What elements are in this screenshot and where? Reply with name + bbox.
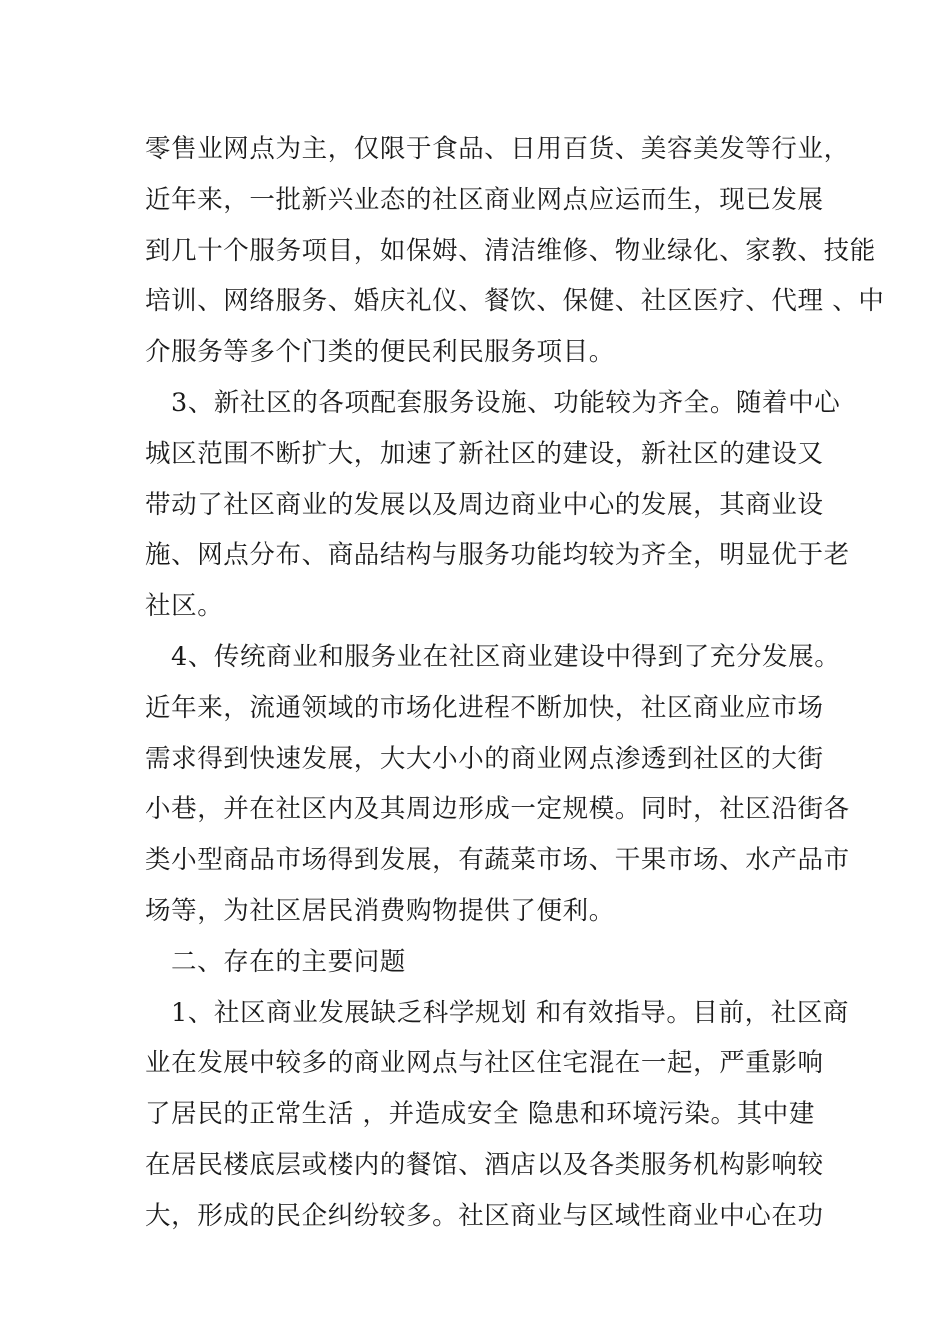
text-line: 在居民楼底层或楼内的餐馆、酒店以及各类服务机构影响较: [145, 1149, 824, 1180]
paragraph-4-first-line: 4、传统商业和服务业在社区商业建设中得到了充分发展。: [171, 641, 841, 672]
text-line: 大，形成的民企纠纷较多。社区商业与区域性商业中心在功: [145, 1200, 824, 1231]
text-line: 到几十个服务项目，如保姆、清洁维修、物业绿化、家教、技能: [145, 235, 876, 266]
text-line: 零售业网点为主，仅限于食品、日用百货、美容美发等行业，: [145, 134, 850, 164]
text-line: 需求得到快速发展，大大小小的商业网点渗透到社区的大街: [145, 743, 824, 774]
section-heading: 二、存在的主要问题: [171, 946, 406, 977]
text-line: 城区范围不断扩大，加速了新社区的建设，新社区的建设又: [145, 438, 824, 469]
paragraph-3-first-line: 3、新社区的各项配套服务设施、功能较为齐全。随着中心: [171, 387, 841, 418]
text-line: 类小型商品市场得到发展，有蔬菜市场、干果市场、水产品市: [145, 845, 850, 876]
text-line: 近年来，流通领域的市场化进程不断加快，社区商业应市场: [145, 692, 824, 723]
text-line: 业在发展中较多的商业网点与社区住宅混在一起，严重影响: [145, 1048, 824, 1079]
text-line: 社区。: [145, 591, 224, 622]
text-line: 场等，为社区居民消费购物提供了便利。: [145, 895, 615, 926]
text-line: 培训、网络服务、婚庆礼仪、餐饮、保健、社区医疗、代理 、中: [145, 286, 885, 317]
text-line: 介服务等多个门类的便民利民服务项目。: [145, 337, 615, 368]
text-line: 小巷，并在社区内及其周边形成一定规模。同时，社区沿街各: [145, 794, 850, 825]
problem-1-first-line: 1、社区商业发展缺乏科学规划 和有效指导。目前，社区商: [171, 997, 850, 1028]
text-line: 施、网点分布、商品结构与服务功能均较为齐全，明显优于老: [145, 540, 850, 571]
text-line: 带动了社区商业的发展以及周边商业中心的发展，其商业设: [145, 489, 824, 520]
document-body: [145, 124, 885, 1242]
text-line: 近年来，一批新兴业态的社区商业网点应运而生，现已发展: [145, 184, 824, 215]
text-line: 了居民的正常生活 ，并造成安全 隐患和环境污染。其中建: [145, 1099, 815, 1130]
